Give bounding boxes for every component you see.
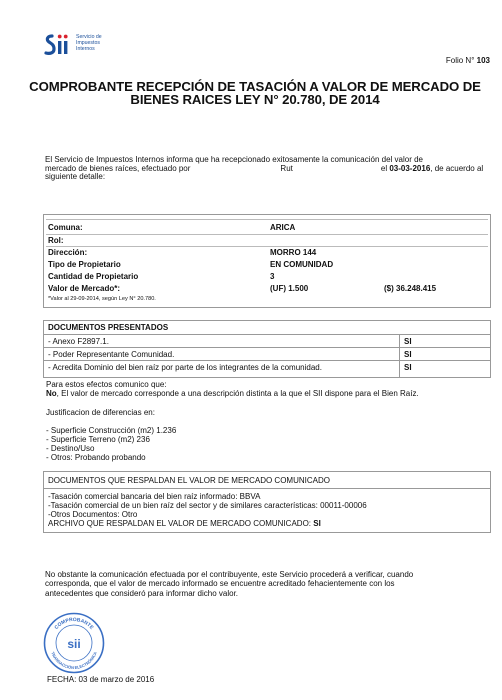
seal-bottom-text: TRANSACCIÓN ELECTRÓNICA — [50, 651, 98, 671]
cantidad-propietario-label: Cantidad de Propietario — [48, 272, 139, 281]
comuna-label: Comuna: — [48, 223, 83, 232]
electronic-seal-icon — [43, 612, 105, 674]
tipo-propietario-label: Tipo de Propietario — [48, 260, 121, 269]
support-heading: DOCUMENTOS QUE RESPALDAN EL VALOR DE MERCADO COMUNICADO — [48, 476, 330, 485]
seal-top-text: COMPROBANTE — [53, 616, 95, 631]
document-item-value: SI — [404, 350, 412, 359]
support-archive: ARCHIVO QUE RESPALDAN EL VALOR DE MERCADO COMUNICADO: SI — [48, 519, 321, 528]
document-item: - Poder Representante Comunidad. — [48, 350, 175, 359]
tipo-propietario-value: EN COMUNIDAD — [270, 260, 334, 269]
fecha-footer: FECHA: 03 de marzo de 2016 — [47, 675, 155, 684]
seal-center-text: sii — [67, 637, 81, 651]
sii-logo-icon — [43, 30, 73, 60]
comuna-value: ARICA — [270, 223, 296, 232]
property-details-box — [43, 214, 491, 308]
direccion-value: MORRO 144 — [270, 248, 317, 257]
difference-item: - Destino/Uso — [46, 444, 95, 453]
difference-item: - Superficie Terreno (m2) 236 — [46, 435, 150, 444]
document-item-value: SI — [404, 337, 412, 346]
support-item: -Otros Documentos: Otro — [48, 510, 138, 519]
sii-logo — [43, 30, 123, 62]
difference-item: - Otros: Probando probando — [46, 453, 146, 462]
intro-paragraph: El Servicio de Impuestos Internos informa que ha recepcionado exitosamente la comunicación del valor de mercado de bienes raíces, efectuado por Rut el 03-03-2016, de acuerdo al siguiente detalle: — [45, 155, 484, 182]
difference-item: - Superficie Construcción (m2) 1.236 — [46, 426, 177, 435]
documents-heading: DOCUMENTOS PRESENTADOS — [48, 323, 169, 332]
document-title: COMPROBANTE RECEPCIÓN DE TASACIÓN A VALOR DE MERCADO DE BIENES RAICES LEY N° 20.780, DE 2014 — [29, 79, 481, 107]
valor-pesos: ($) 36.248.415 — [384, 284, 437, 293]
valor-footnote: *Valor al 29-09-2014, según Ley N° 20.780. — [48, 296, 156, 302]
valor-mercado-label: Valor de Mercado*: — [48, 284, 121, 293]
notes-intro: Para estos efectos comunico que: — [46, 380, 167, 389]
document-item: - Anexo F2897.1. — [48, 337, 109, 346]
documents-presented-box — [43, 320, 491, 378]
valor-uf: (UF) 1.500 — [270, 284, 309, 293]
document-item: - Acredita Dominio del bien raíz por parte de los integrantes de la comunidad. — [48, 363, 322, 372]
support-item: -Tasación comercial bancaria del bien raíz informado: BBVA — [48, 492, 261, 501]
justification-heading: Justificacion de diferencias en: — [46, 408, 155, 417]
cantidad-propietario-value: 3 — [270, 272, 275, 281]
supporting-documents-box — [43, 471, 491, 533]
direccion-label: Dirección: — [48, 248, 88, 257]
support-item: -Tasación comercial de un bien raíz del sector y de similares características: 00011-00006 — [48, 501, 367, 510]
notes-statement: No, El valor de mercado corresponde a una descripción distinta a la que el SII dispone para el Bien Raíz. — [46, 389, 419, 398]
document-item-value: SI — [404, 363, 412, 372]
folio-number: Folio N° 103 — [445, 56, 490, 65]
rol-label: Rol: — [48, 236, 64, 245]
closing-paragraph: No obstante la comunicación efectuada por el contribuyente, este Servicio procederá a verificar, cuando corresponda, que el valor de mercado informado se encuentre acreditado fehacientemente con los antecedentes que consideró para informar dicho valor. — [45, 570, 414, 598]
sii-logo-text: Servicio de Impuestos Internos — [76, 34, 102, 52]
